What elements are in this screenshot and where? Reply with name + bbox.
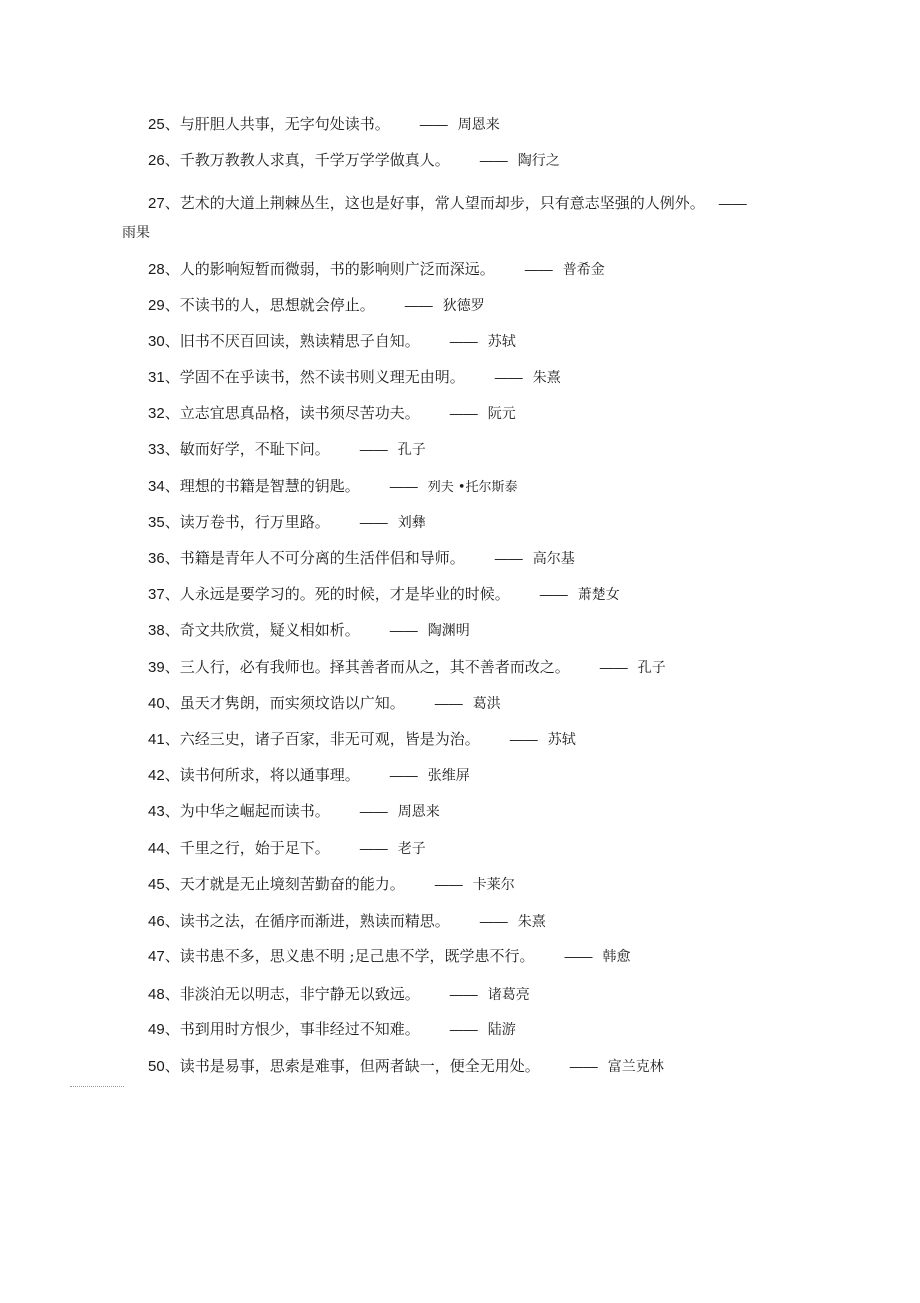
quote-number: 48 — [148, 986, 165, 1003]
quote-number: 29 — [148, 297, 165, 314]
quote-text: 非淡泊无以明志，非宁静无以致远。 — [179, 985, 420, 1003]
quote-number: 47 — [148, 948, 165, 965]
quote-number: 49 — [148, 1021, 165, 1038]
quote-30: 30、旧书不厌百回读，熟读精思子自知。 —— 苏轼 — [148, 332, 516, 350]
quote-author: 葛洪 — [472, 696, 501, 712]
quote-text: 读书患不多，思义患不明 ;足己患不学，既学患不行。 — [179, 947, 535, 965]
quote-text: 理想的书籍是智慧的钥匙。 — [179, 477, 360, 495]
quote-number: 40 — [148, 695, 165, 712]
quote-text: 不读书的人，思想就会停止。 — [179, 296, 375, 314]
quote-31: 31、学固不在乎读书，然不读书则义理无由明。 —— 朱熹 — [148, 368, 561, 386]
quote-dash: —— — [449, 1021, 478, 1037]
quote-dash: —— — [479, 152, 508, 168]
quote-dash: —— — [359, 514, 388, 530]
quote-35: 35、读万卷书，行万里路。 —— 刘彝 — [148, 513, 426, 531]
quote-number: 31 — [148, 369, 165, 386]
quote-text: 虽天才隽朗，而实须坟诰以广知。 — [179, 694, 405, 712]
quote-number: 26 — [148, 152, 165, 169]
quote-dash: —— — [434, 876, 463, 892]
quote-author: 雨果 — [122, 225, 150, 241]
quote-number: 50 — [148, 1058, 165, 1075]
quote-text: 书籍是青年人不可分离的生活伴侣和导师。 — [179, 549, 465, 567]
quote-text: 书到用时方恨少，事非经过不知难。 — [179, 1020, 420, 1038]
quote-48: 48、非淡泊无以明志，非宁静无以致远。 —— 诸葛亮 — [148, 985, 530, 1003]
quote-text: 为中华之崛起而读书。 — [179, 802, 330, 820]
quote-number: 46 — [148, 913, 165, 930]
quote-author: 陆游 — [487, 1022, 516, 1038]
quote-text: 读书之法，在循序而渐进，熟读而精思。 — [179, 912, 450, 930]
quote-author: 陶渊明 — [427, 623, 470, 639]
quote-33: 33、敏而好学，不耻下问。 —— 孔子 — [148, 440, 426, 458]
quote-dash: —— — [509, 731, 538, 747]
quote-text: 旧书不厌百回读，熟读精思子自知。 — [179, 332, 420, 350]
quote-author: 孔子 — [637, 660, 666, 676]
quote-49: 49、书到用时方恨少，事非经过不知难。 —— 陆游 — [148, 1020, 516, 1038]
quote-text: 天才就是无止境刻苦勤奋的能力。 — [179, 875, 405, 893]
quote-text: 千里之行，始于足下。 — [179, 839, 330, 857]
quote-45: 45、天才就是无止境刻苦勤奋的能力。 —— 卡莱尔 — [148, 875, 515, 893]
quote-number: 39 — [148, 659, 165, 676]
quote-author: 普希金 — [562, 262, 605, 278]
quote-dash: —— — [389, 622, 418, 638]
quote-dash: —— — [359, 803, 388, 819]
quote-43: 43、为中华之崛起而读书。 —— 周恩来 — [148, 802, 440, 820]
quote-dash: —— — [449, 986, 478, 1002]
quote-number: 45 — [148, 876, 165, 893]
quote-dash: —— — [494, 550, 523, 566]
quote-text: 三人行，必有我师也。择其善者而从之，其不善者而改之。 — [179, 658, 570, 676]
quote-number: 44 — [148, 840, 165, 857]
quote-text: 千教万教教人求真，千学万学学做真人。 — [179, 151, 450, 169]
quote-author: 周恩来 — [397, 804, 440, 820]
quote-author: 萧楚女 — [577, 587, 620, 603]
quote-author: 老子 — [397, 841, 426, 857]
quote-26: 26、千教万教教人求真，千学万学学做真人。 —— 陶行之 — [148, 151, 560, 169]
quote-text: 敏而好学，不耻下问。 — [179, 440, 330, 458]
quote-34: 34、理想的书籍是智慧的钥匙。 —— 列夫 •托尔斯泰 — [148, 477, 518, 495]
quote-author: 朱熹 — [517, 914, 546, 930]
quote-number: 30 — [148, 333, 165, 350]
quote-dash: —— — [564, 948, 593, 964]
quote-text: 艺术的大道上荆棘丛生，这也是好事，常人望而却步，只有意志坚强的人例外。 — [179, 194, 705, 212]
quote-dash: —— — [404, 297, 433, 313]
quote-25: 25、与肝胆人共事，无字句处读书。 —— 周恩来 — [148, 115, 500, 133]
quote-author: 列夫 •托尔斯泰 — [427, 480, 518, 495]
quote-44: 44、千里之行，始于足下。 —— 老子 — [148, 839, 426, 857]
quote-number: 35 — [148, 514, 165, 531]
quote-dash: —— — [419, 116, 448, 132]
quote-40: 40、虽天才隽朗，而实须坟诰以广知。 —— 葛洪 — [148, 694, 501, 712]
quote-27: 27、艺术的大道上荆棘丛生，这也是好事，常人望而却步，只有意志坚强的人例外。 ——雨果 — [122, 194, 747, 241]
quote-dash: —— — [359, 441, 388, 457]
quote-number: 32 — [148, 405, 165, 422]
quote-number: 42 — [148, 767, 165, 784]
quote-36: 36、书籍是青年人不可分离的生活伴侣和导师。 —— 高尔基 — [148, 549, 575, 567]
quote-text: 人的影响短暂而微弱，书的影响则广泛而深远。 — [179, 260, 495, 278]
quote-number: 34 — [148, 478, 165, 495]
quote-number: 37 — [148, 586, 165, 603]
quote-29: 29、不读书的人，思想就会停止。 —— 狄德罗 — [148, 296, 485, 314]
quote-dash: —— — [494, 369, 523, 385]
quote-text: 读万卷书，行万里路。 — [179, 513, 330, 531]
quote-text: 学固不在乎读书，然不读书则义理无由明。 — [179, 368, 465, 386]
quote-dash: —— — [599, 659, 628, 675]
quote-author: 狄德罗 — [442, 298, 485, 314]
quote-38: 38、奇文共欣赏，疑义相如析。 —— 陶渊明 — [148, 621, 470, 639]
quote-42: 42、读书何所求，将以通事理。 —— 张维屏 — [148, 766, 470, 784]
quote-dash: —— — [434, 695, 463, 711]
quote-number: 43 — [148, 803, 165, 820]
quote-dash: —— — [479, 913, 508, 929]
quote-text: 立志宜思真品格，读书须尽苦功夫。 — [179, 404, 420, 422]
quote-number: 38 — [148, 622, 165, 639]
quote-46: 46、读书之法，在循序而渐进，熟读而精思。 —— 朱熹 — [148, 912, 546, 930]
quote-author: 富兰克林 — [607, 1059, 664, 1075]
quote-dash: —— — [524, 261, 553, 277]
quote-author: 卡莱尔 — [472, 877, 515, 893]
quote-dash: —— — [569, 1058, 598, 1074]
quote-number: 28 — [148, 261, 165, 278]
quote-author: 苏轼 — [487, 334, 516, 350]
quote-author: 陶行之 — [517, 153, 560, 169]
quote-39: 39、三人行，必有我师也。择其善者而从之，其不善者而改之。 —— 孔子 — [148, 658, 666, 676]
quote-author: 张维屏 — [427, 768, 470, 784]
quote-41: 41、六经三史，诸子百家，非无可观，皆是为治。 —— 苏轼 — [148, 730, 576, 748]
footer-divider — [70, 1086, 124, 1087]
quote-author: 诸葛亮 — [487, 987, 530, 1003]
quote-37: 37、人永远是要学习的。死的时候，才是毕业的时候。 —— 萧楚女 — [148, 585, 620, 603]
quote-number: 25 — [148, 116, 165, 133]
quote-number: 33 — [148, 441, 165, 458]
quote-author: 高尔基 — [532, 551, 575, 567]
quote-author: 苏轼 — [547, 732, 576, 748]
quote-dash: —— — [389, 767, 418, 783]
quote-text: 六经三史，诸子百家，非无可观，皆是为治。 — [179, 730, 480, 748]
quote-32: 32、立志宜思真品格，读书须尽苦功夫。 —— 阮元 — [148, 404, 516, 422]
quote-author: 阮元 — [487, 406, 516, 422]
quote-dash: —— — [539, 586, 568, 602]
quote-50: 50、读书是易事，思索是难事，但两者缺一，便全无用处。 —— 富兰克林 — [148, 1057, 664, 1075]
quote-author: 朱熹 — [532, 370, 561, 386]
quote-author: 孔子 — [397, 442, 426, 458]
quote-dash: —— — [359, 840, 388, 856]
quote-number: 27 — [148, 195, 165, 212]
quote-28: 28、人的影响短暂而微弱，书的影响则广泛而深远。 —— 普希金 — [148, 260, 605, 278]
quote-dash: —— — [449, 405, 478, 421]
quote-47: 47、读书患不多，思义患不明 ;足己患不学，既学患不行。 —— 韩愈 — [148, 947, 631, 965]
quote-dash: —— — [389, 478, 418, 494]
quote-text: 人永远是要学习的。死的时候，才是毕业的时候。 — [179, 585, 510, 603]
quote-text: 读书何所求，将以通事理。 — [179, 766, 360, 784]
quote-text: 读书是易事，思索是难事，但两者缺一，便全无用处。 — [179, 1057, 540, 1075]
quote-dash: —— — [718, 195, 747, 211]
quote-author: 刘彝 — [397, 515, 426, 531]
quote-author: 周恩来 — [457, 117, 500, 133]
quote-number: 36 — [148, 550, 165, 567]
quote-number: 41 — [148, 731, 165, 748]
quote-text: 奇文共欣赏，疑义相如析。 — [179, 621, 360, 639]
quote-dash: —— — [449, 333, 478, 349]
quote-text: 与肝胆人共事，无字句处读书。 — [179, 115, 390, 133]
quote-author: 韩愈 — [602, 949, 631, 965]
